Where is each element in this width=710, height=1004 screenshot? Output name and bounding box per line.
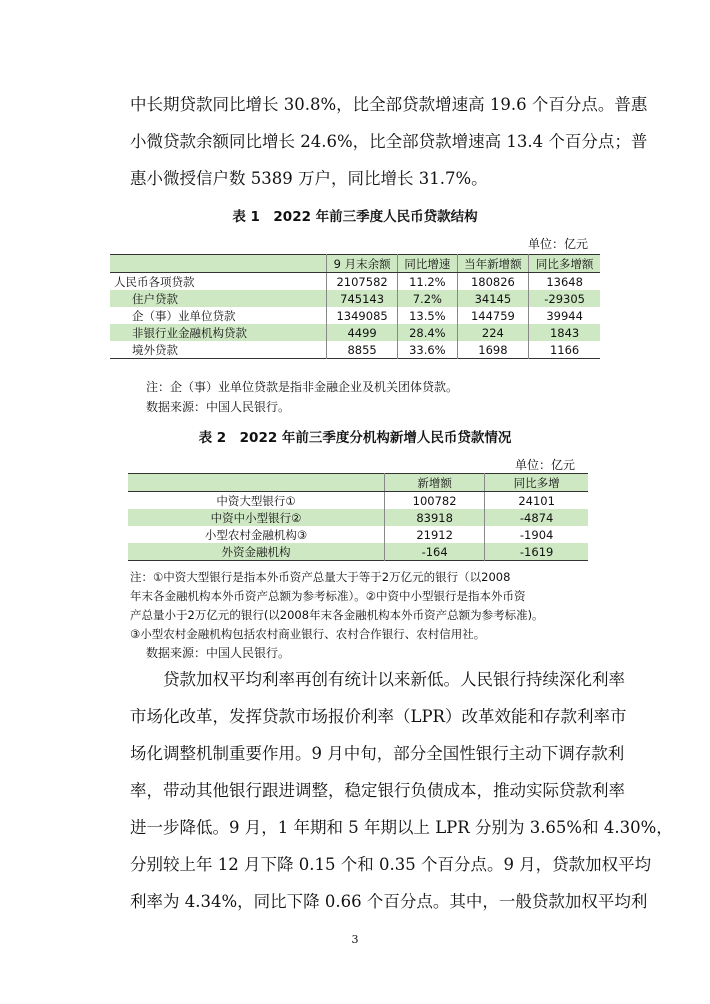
text-line: 贷款加权平均利率再创有统计以来新低。人民银行持续深化利率: [130, 670, 625, 689]
table-header-cell: [128, 474, 385, 492]
table-row: [110, 307, 600, 324]
table-cell: 11.2%: [398, 273, 457, 291]
table1-source: 数据来源：中国人民银行。: [146, 400, 291, 414]
table-row: [128, 526, 588, 543]
table-cell: 非银行业金融机构贷款: [110, 324, 327, 341]
text-line: 场化调整机制重要作用。9 月中旬，部分全国性银行主动下调存款利: [130, 744, 625, 763]
page-number: 3: [351, 933, 359, 946]
table-cell: 中资大型银行①: [216, 493, 296, 508]
table-header-cell: 新增额: [385, 474, 485, 492]
table-cell: 1843: [529, 324, 600, 341]
table-header-row: [110, 255, 600, 273]
text-line: 率，带动其他银行跟进调整，稳定银行负债成本，推动实际贷款利率: [130, 781, 625, 800]
table-cell: -1619: [485, 543, 588, 561]
paragraph-loan-growth: [130, 86, 648, 197]
table-cell: 境外贷款: [132, 342, 178, 357]
table-cell: 1349085: [327, 307, 398, 324]
note-line: ③小型农村金融机构包括农村商业银行、农村合作银行、农村信用社。: [130, 627, 486, 641]
table-cell: 13648: [529, 273, 600, 291]
table2-note: [130, 568, 600, 644]
table-cell: 小型农村金融机构③: [204, 527, 308, 542]
table-header-cell: 当年新增额: [457, 255, 529, 273]
text-line: 分别较上年 12 月下降 0.15 个和 0.35 个百分点。9 月，贷款加权平均: [130, 855, 652, 874]
text-line: 进一步降低。9 月，1 年期和 5 年期以上 LPR 分别为 3.65%和 4.30%，: [130, 818, 673, 837]
table-cell: 100782: [385, 492, 485, 510]
table-row: [110, 324, 600, 341]
table-cell: 企（事）业单位贷款: [132, 308, 236, 323]
table-cell: 13.5%: [398, 307, 457, 324]
table-cell: 34145: [457, 290, 529, 307]
table-cell: 224: [457, 324, 529, 341]
table-cell: -1904: [485, 526, 588, 543]
table-row: [110, 273, 600, 291]
table-cell: 1698: [457, 341, 529, 359]
table-cell: 39944: [529, 307, 600, 324]
table-header-cell: 同比增速: [398, 255, 457, 273]
table-cell: 4499: [327, 324, 398, 341]
table2-source: 数据来源：中国人民银行。: [146, 646, 291, 660]
table1-unit: 单位：亿元: [528, 237, 589, 251]
table-cell: 33.6%: [398, 341, 457, 359]
text-line: 利率为 4.34%，同比下降 0.66 个百分点。其中，一般贷款加权平均利: [130, 892, 648, 911]
table-cell: -29305: [529, 290, 600, 307]
table-cell: 745143: [327, 290, 398, 307]
table-cell: 28.4%: [398, 324, 457, 341]
table-cell: 180826: [457, 273, 529, 291]
table-row: [128, 543, 588, 561]
table-cell: 中资中小型银行②: [128, 509, 385, 526]
table-header-cell: [110, 255, 327, 273]
institution-loan-table: [128, 473, 588, 561]
table-header-cell: 同比多增: [485, 474, 588, 492]
paragraph-interest-rate: [130, 661, 673, 920]
loan-structure-table: [110, 254, 600, 359]
table-cell: 8855: [327, 341, 398, 359]
table-cell: 住户贷款: [110, 290, 327, 307]
table2-unit: 单位：亿元: [515, 458, 576, 472]
note-line: 年末各金融机构本外币资产总额为参考标准）。②中资中小型银行是指本外币资: [130, 589, 526, 603]
text-line: 惠小微授信户数 5389 万户，同比增长 31.7%。: [130, 169, 488, 188]
table2-title: 表 2 2022 年前三季度分机构新增人民币贷款情况: [198, 430, 512, 446]
table-row: [110, 341, 600, 359]
table-cell: -4874: [485, 509, 588, 526]
table-row: [110, 290, 600, 307]
table-row: [128, 509, 588, 526]
table-cell: 24101: [485, 492, 588, 510]
table-cell: -164: [385, 543, 485, 561]
table-cell: 1166: [529, 341, 600, 359]
table-header-cell: 同比多增额: [529, 255, 600, 273]
table-cell: 83918: [385, 509, 485, 526]
note-line: 产总量小于2万亿元的银行(以2008年末各金融机构本外币资产总额为参考标准)。: [130, 608, 544, 622]
note-line: 注：①中资大型银行是指本外币资产总量大于等于2万亿元的银行（以2008: [130, 570, 511, 584]
text-line: 市场化改革，发挥贷款市场报价利率（LPR）改革效能和存款利率市: [130, 707, 627, 726]
table-cell: 外资金融机构: [128, 543, 385, 561]
table-cell: 2107582: [327, 273, 398, 291]
table-cell: 21912: [385, 526, 485, 543]
text-line: 中长期贷款同比增长 30.8%，比全部贷款增速高 19.6 个百分点。普惠: [130, 95, 648, 114]
table1-title: 表 1 2022 年前三季度人民币贷款结构: [232, 209, 478, 225]
table-header-row: [128, 474, 588, 492]
table-cell: 7.2%: [398, 290, 457, 307]
table-row: [128, 492, 588, 510]
table1-note: 注：企（事）业单位贷款是指非金融企业及机关团体贷款。: [146, 380, 459, 394]
text-line: 小微贷款余额同比增长 24.6%，比全部贷款增速高 13.4 个百分点；普: [130, 132, 648, 151]
table-header-cell: 9 月末余额: [327, 255, 398, 273]
table-cell: 人民币各项贷款: [114, 274, 195, 289]
table-cell: 144759: [457, 307, 529, 324]
